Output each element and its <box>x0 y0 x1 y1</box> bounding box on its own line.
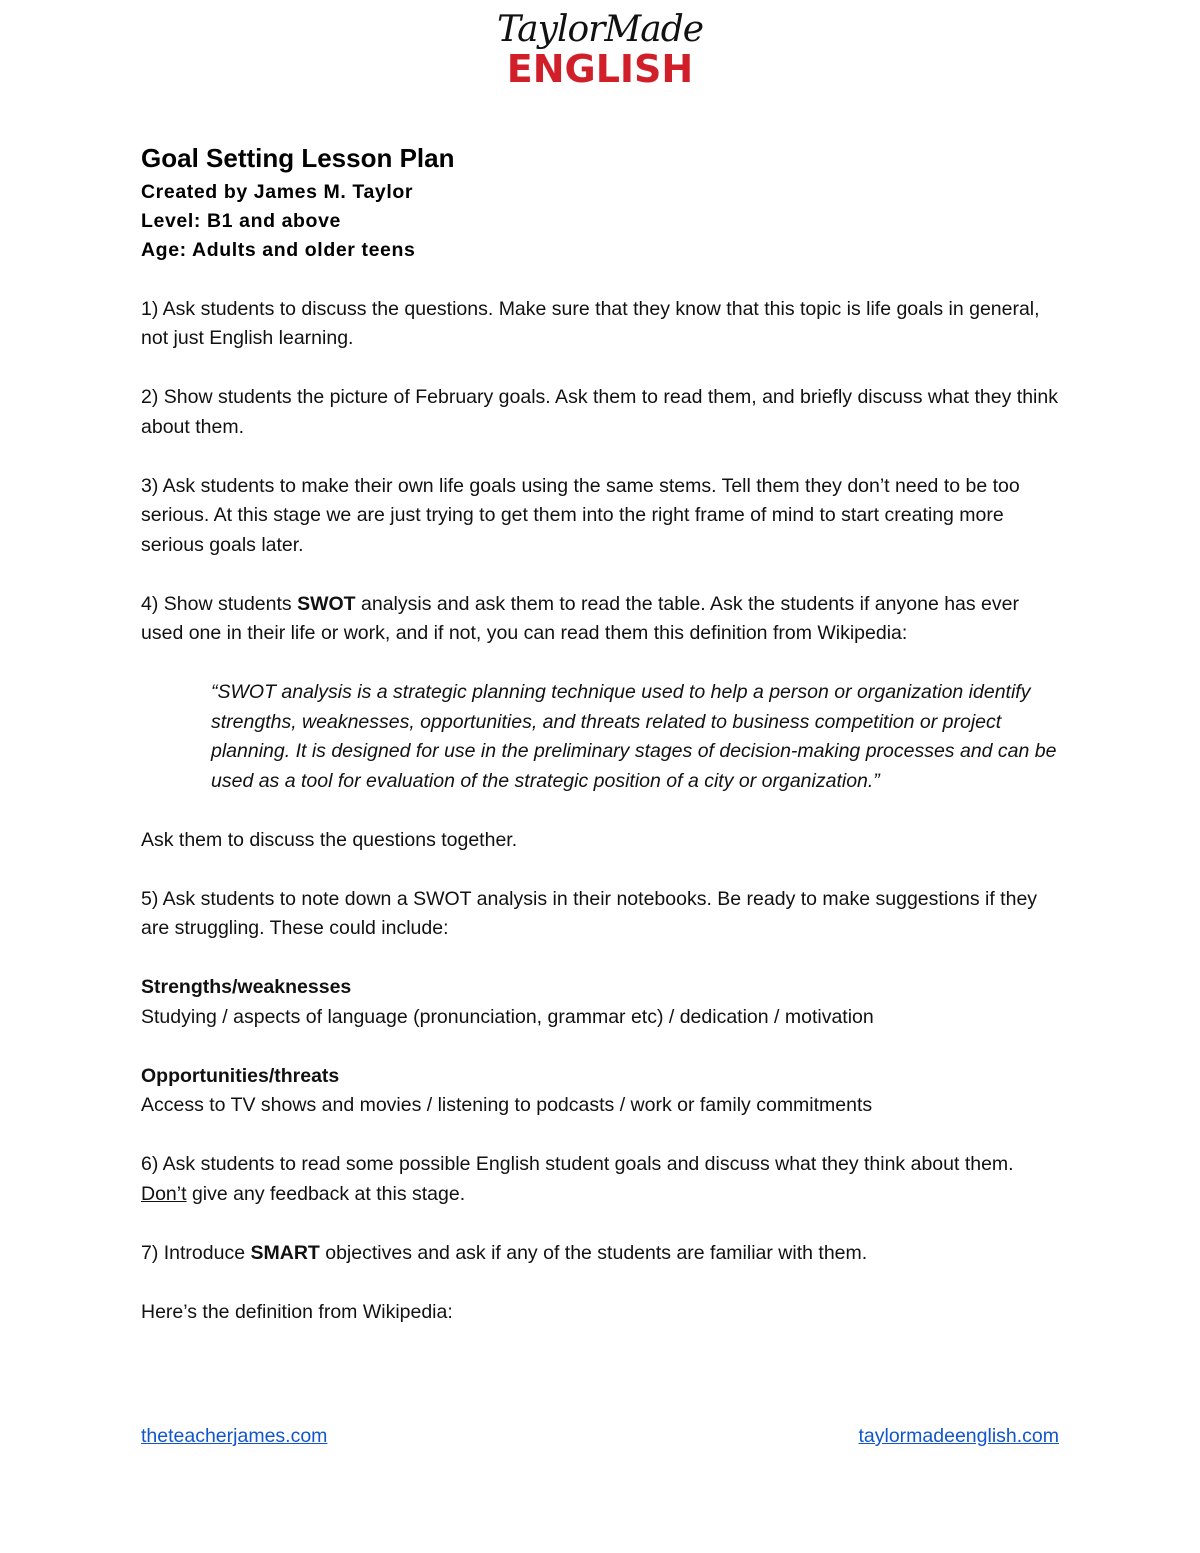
swot-term: SWOT <box>297 592 356 615</box>
theteacherjames-link[interactable]: theteacherjames.com <box>141 1425 328 1447</box>
step-6-text-start: 6) Ask students to read some possible English student goals and discuss what they think about them. <box>141 1153 1014 1175</box>
step-7 <box>141 1239 1061 1269</box>
strengths-weaknesses-heading-text: Strengths/weaknesses <box>141 976 352 998</box>
discuss-line: Ask them to discuss the questions together. <box>141 828 518 851</box>
opportunities-threats-heading-text: Opportunities/threats <box>141 1064 340 1087</box>
author-line: Created by James M. Taylor <box>141 181 414 203</box>
opportunities-threats-heading <box>141 1062 1061 1092</box>
step-2: 2) Show students the picture of February goals. Ask them to read them, and briefly discuss what they think about them. <box>141 386 1058 438</box>
logo-word-text: ENGLISH <box>506 47 694 91</box>
strengths-weaknesses-text: Studying / aspects of language (pronunciation, grammar etc) / dedication / motivation <box>141 1005 874 1028</box>
taylormade-english-logo <box>0 9 1200 91</box>
swot-definition-quote: “SWOT analysis is a strategic planning technique used to help a person or organization identify strengths, weaknesses, opportunities, and threats related to business competition or project planning. It is designed for use in the preliminary stages of decision-making processes and can be used as a tool for evaluation of the strategic position of a city or organization.” <box>211 681 1057 792</box>
smart-term: SMART <box>250 1241 320 1264</box>
step-1: 1) Ask students to discuss the questions. Make sure that they know that this topic is life goals in general, not just English learning. <box>141 297 1040 349</box>
step-4-text-end: analysis and ask them to read the table. Ask the students if anyone has ever used one in their life or work, and if not, you can read them this definition from Wikipedia: <box>141 592 1019 644</box>
step-7-text-end: objectives and ask if any of the students are familiar with them. <box>319 1241 868 1264</box>
step-7-text-start: 7) Introduce <box>141 1241 251 1264</box>
page-title: Goal Setting Lesson Plan <box>141 143 455 173</box>
step-3: 3) Ask students to make their own life goals using the same stems. Tell them they don’t need to be too serious. At this stage we are just trying to get them into the right frame of mind to start creating more serious goals later. <box>141 474 1020 556</box>
step-6-text-end: give any feedback at this stage. <box>186 1182 466 1205</box>
step-4 <box>141 590 1061 649</box>
lesson-plan-body <box>141 138 1061 1327</box>
dont-emphasis: Don’t <box>141 1182 187 1205</box>
strengths-weaknesses-heading <box>141 973 1061 1003</box>
age-line: Age: Adults and older teens <box>141 239 416 261</box>
logo-script-text: TaylorMade <box>496 9 704 50</box>
step-5: 5) Ask students to note down a SWOT analysis in their notebooks. Be ready to make suggestions if they are struggling. These could include: <box>141 887 1038 939</box>
step-6 <box>141 1150 1061 1209</box>
taylormadeenglish-link[interactable]: taylormadeenglish.com <box>858 1425 1059 1447</box>
opportunities-threats-text: Access to TV shows and movies / listening to podcasts / work or family commitments <box>141 1094 873 1116</box>
step-4-text-start: 4) Show students <box>141 592 298 615</box>
definition-intro: Here’s the definition from Wikipedia: <box>141 1300 453 1323</box>
level-line: Level: B1 and above <box>141 210 341 232</box>
